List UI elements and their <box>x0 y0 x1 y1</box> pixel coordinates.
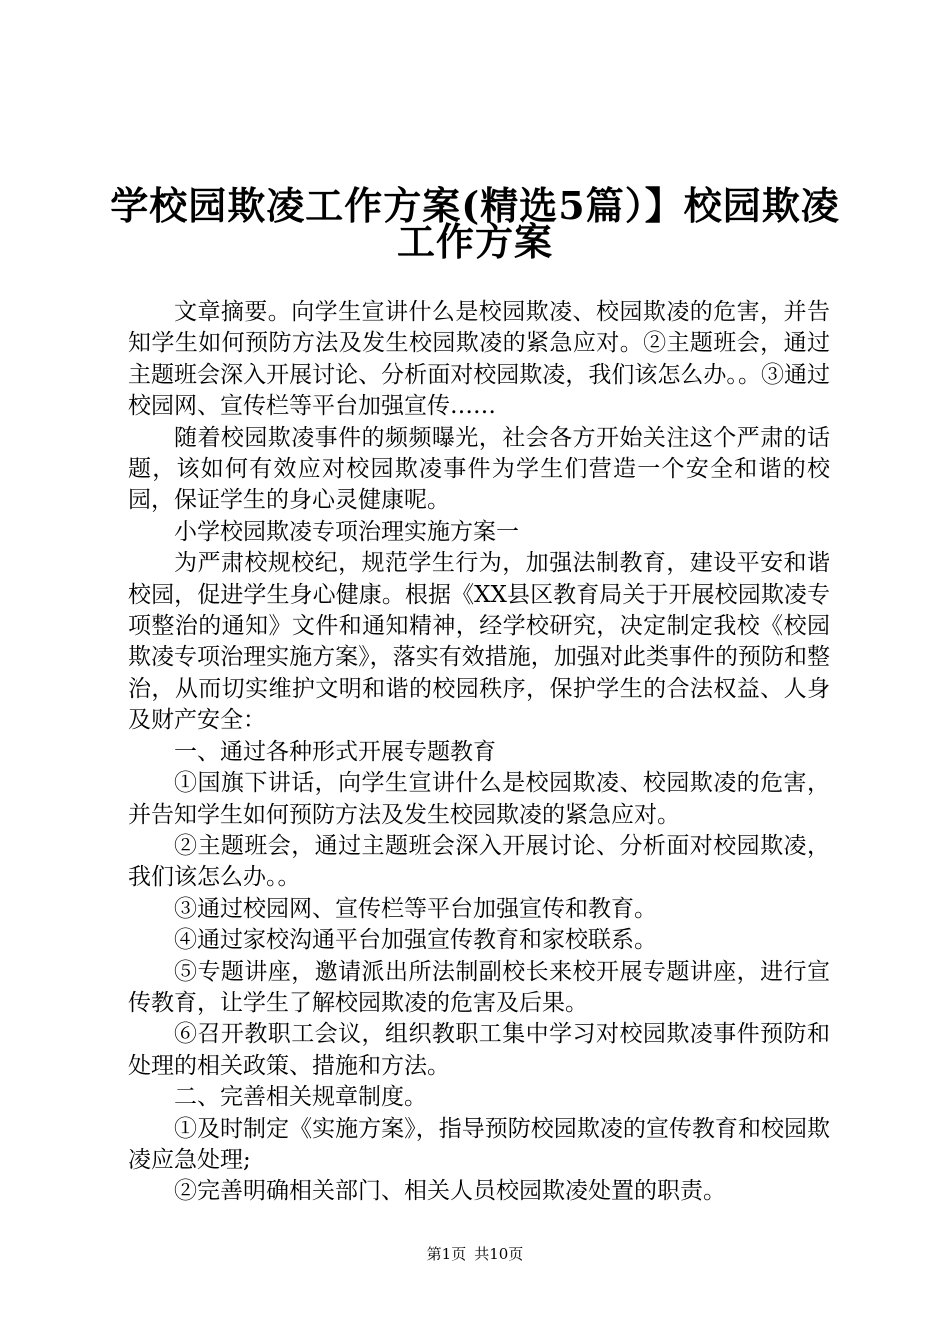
list-item: ③通过校园网、宣传栏等平台加强宣传和教育。 <box>174 895 657 922</box>
paragraph: 为严肃校规校纪，规范学生行为，加强法制教育，建设平安和谐校园，促进学生身心健康。根据《XX县区教育局关于开展校园欺凌专项整治的通知》文件和通知精神，经学校研究，决定制定我校《校园欺凌专项治理实施方案》，落实有效措施，加强对此类事件的预防和整治，从而切实维护文明和谐的校园秩序，保护学生的合法权益、人身及财产安全： <box>128 550 830 734</box>
list-item: ⑥召开教职工会议，组织教职工集中学习对校园欺凌事件预防和处理的相关政策、措施和方法。 <box>128 1021 830 1079</box>
document-title-line-2: 工作方案 <box>396 219 553 264</box>
document-title-line-1: 学校园欺凌工作方案(精选5篇）】校园欺凌 <box>110 183 840 228</box>
page-total: 共10页 <box>474 1245 524 1263</box>
list-item: ①国旗下讲话，向学生宣讲什么是校园欺凌、校园欺凌的危害，并告知学生如何预防方法及发生校园欺凌的紧急应对。 <box>128 770 830 828</box>
page-footer <box>0 1245 950 1263</box>
subsection-heading: 二、完善相关规章制度。 <box>174 1084 427 1111</box>
page-number: 第1页 <box>426 1245 467 1263</box>
list-item: ④通过家校沟通平台加强宣传教育和家校联系。 <box>174 927 657 954</box>
list-item: ②完善明确相关部门、相关人员校园欺凌处置的职责。 <box>174 1178 726 1205</box>
list-item: ⑤专题讲座，邀请派出所法制副校长来校开展专题讲座，进行宣传教育，让学生了解校园欺凌的危害及后果。 <box>128 958 830 1016</box>
document-body <box>128 297 830 1208</box>
section-heading: 小学校园欺凌专项治理实施方案一 <box>174 518 519 545</box>
list-item: ①及时制定《实施方案》，指导预防校园欺凌的宣传教育和校园欺凌应急处理; <box>128 1115 830 1173</box>
paragraph-abstract: 文章摘要。向学生宣讲什么是校园欺凌、校园欺凌的危害，并告知学生如何预防方法及发生校园欺凌的紧急应对。②主题班会，通过主题班会深入开展讨论、分析面对校园欺凌，我们该怎么办。。③通过校园网、宣传栏等平台加强宣传…… <box>128 299 830 420</box>
paragraph-intro: 随着校园欺凌事件的频频曝光，社会各方开始关注这个严肃的话题，该如何有效应对校园欺凌事件为学生们营造一个安全和谐的校园，保证学生的身心灵健康呢。 <box>128 424 830 514</box>
list-item: ②主题班会，通过主题班会深入开展讨论、分析面对校园欺凌，我们该怎么办。。 <box>128 832 830 891</box>
subsection-heading: 一、通过各种形式开展专题教育 <box>174 738 496 765</box>
